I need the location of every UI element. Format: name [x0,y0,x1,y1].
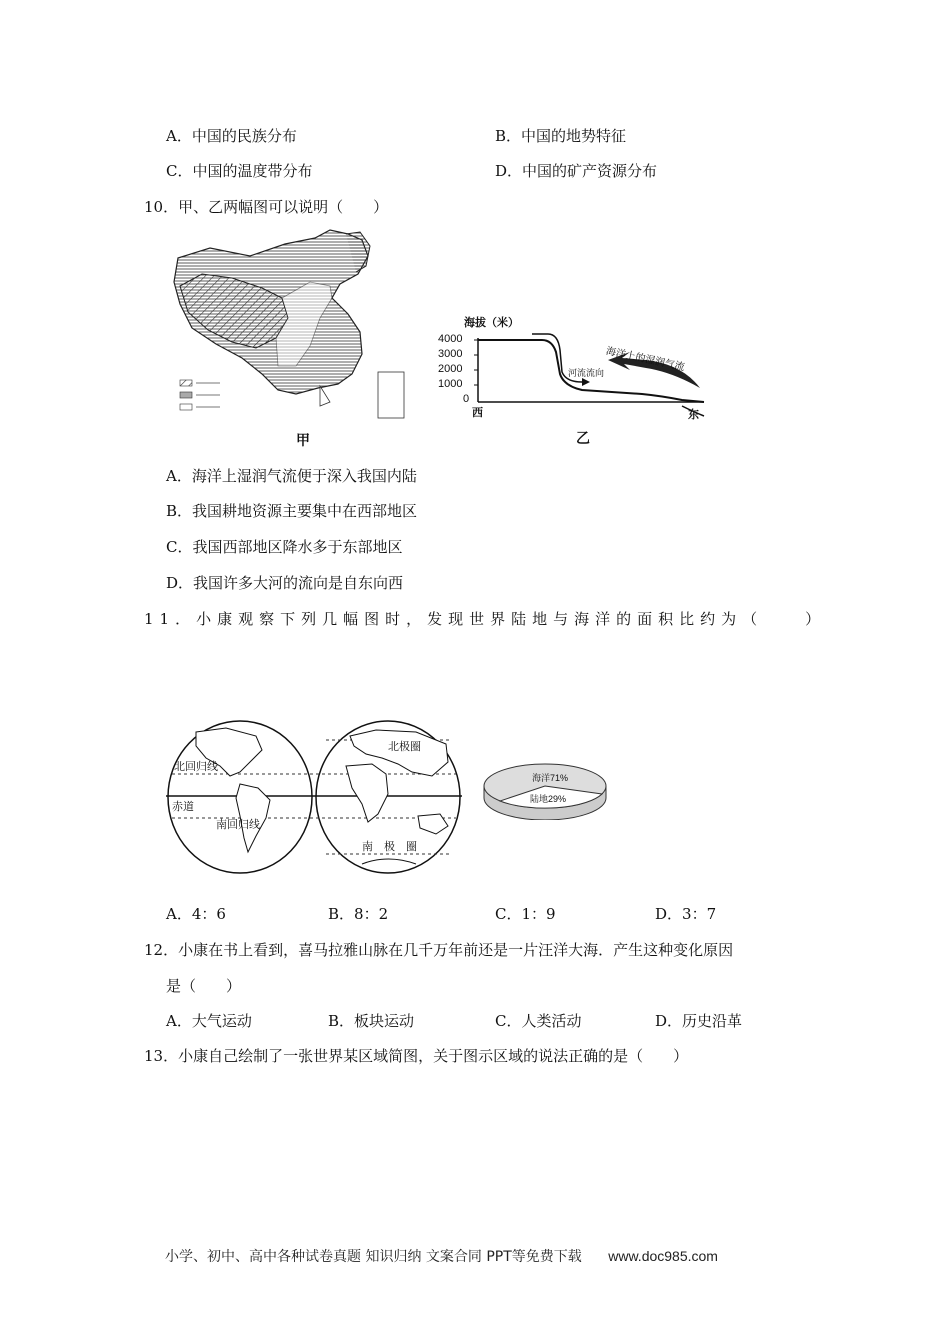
q10-option-d: D．我国许多大河的流向是自东向西 [166,574,404,592]
profile-air-label: 海洋上的湿润气流 [604,345,686,374]
q11-stem: 11．小康观察下列几幅图时，发现世界陆地与海洋的面积比约为（ ） [144,610,827,628]
q11-option-a: A．4：6 [166,905,226,923]
label-equator: 赤道 [172,800,194,813]
profile-river-label: 河流流向 [568,369,605,379]
q12-option-d: D．历史沿革 [655,1012,743,1030]
q12-option-a: A．大气运动 [166,1012,252,1030]
label-south-tropic: 南回归线 [216,818,260,831]
profile-tick-3000: 3000 [438,348,463,360]
q10-option-a: A．海洋上湿润气流便于深入我国内陆 [166,467,417,485]
q12-stem-line1: 12．小康在书上看到，喜马拉雅山脉在几千万年前还是一片汪洋大海．产生这种变化原因 [144,941,734,959]
footer-url[interactable]: www.doc985.com [608,1248,718,1264]
q13-stem: 13．小康自己绘制了一张世界某区域简图，关于图示区域的说法正确的是（ ） [144,1047,689,1065]
q12-option-c: C．人类活动 [495,1012,582,1030]
legend-swatch-3 [180,404,192,410]
legend-swatch-2 [180,392,192,398]
world-hemispheres-map [166,718,462,876]
label-antarctic-circle: 南 极 圈 [362,840,417,853]
q9-option-a: A．中国的民族分布 [166,127,297,145]
q12-stem-line2: 是（ ） [166,977,242,995]
hainan-island [320,386,330,406]
fig-yi-caption: 乙 [576,431,590,447]
land-ocean-pie [480,760,610,820]
q10-option-b: B．我国耕地资源主要集中在西部地区 [166,502,418,520]
footer-text: 小学、初中、高中各种试卷真题 知识归纳 文案合同 PPT等免费下载 [165,1249,582,1265]
q11-option-d: D．3：7 [655,905,717,923]
profile-tick-4000: 4000 [438,333,463,345]
profile-tick-2000: 2000 [438,363,463,375]
q9-option-d: D．中国的矿产资源分布 [495,162,658,180]
pie-land-label: 陆地29% [530,794,567,804]
label-arctic-circle: 北极圈 [388,740,421,753]
profile-tick-1000: 1000 [438,378,463,390]
q12-option-b: B．板块运动 [328,1012,415,1030]
profile-tick-0: 0 [463,393,470,405]
south-sea-inset [378,372,404,418]
q9-option-c: C．中国的温度带分布 [166,162,313,180]
q11-option-b: B．8：2 [328,905,389,923]
china-terrain-map [170,226,420,431]
q11-option-c: C．1：9 [495,905,556,923]
q9-option-b: B．中国的地势特征 [495,127,627,145]
profile-y-label: 海拔（米） [464,316,519,329]
profile-east-label: 东 [688,408,699,421]
pie-ocean-label: 海洋71% [532,773,569,783]
profile-west-label: 西 [472,406,483,419]
fig-jia-caption: 甲 [296,433,310,449]
legend-swatch-1 [180,380,192,386]
label-north-tropic: 北回归线 [174,760,218,773]
china-map-svg [170,226,420,431]
terrain-profile-chart [432,312,712,422]
q10-option-c: C．我国西部地区降水多于东部地区 [166,538,403,556]
q10-stem: 10．甲、乙两幅图可以说明（ ） [144,198,389,216]
pie-svg [480,760,610,820]
river-arrowhead [582,378,590,386]
page-footer [165,1246,718,1266]
